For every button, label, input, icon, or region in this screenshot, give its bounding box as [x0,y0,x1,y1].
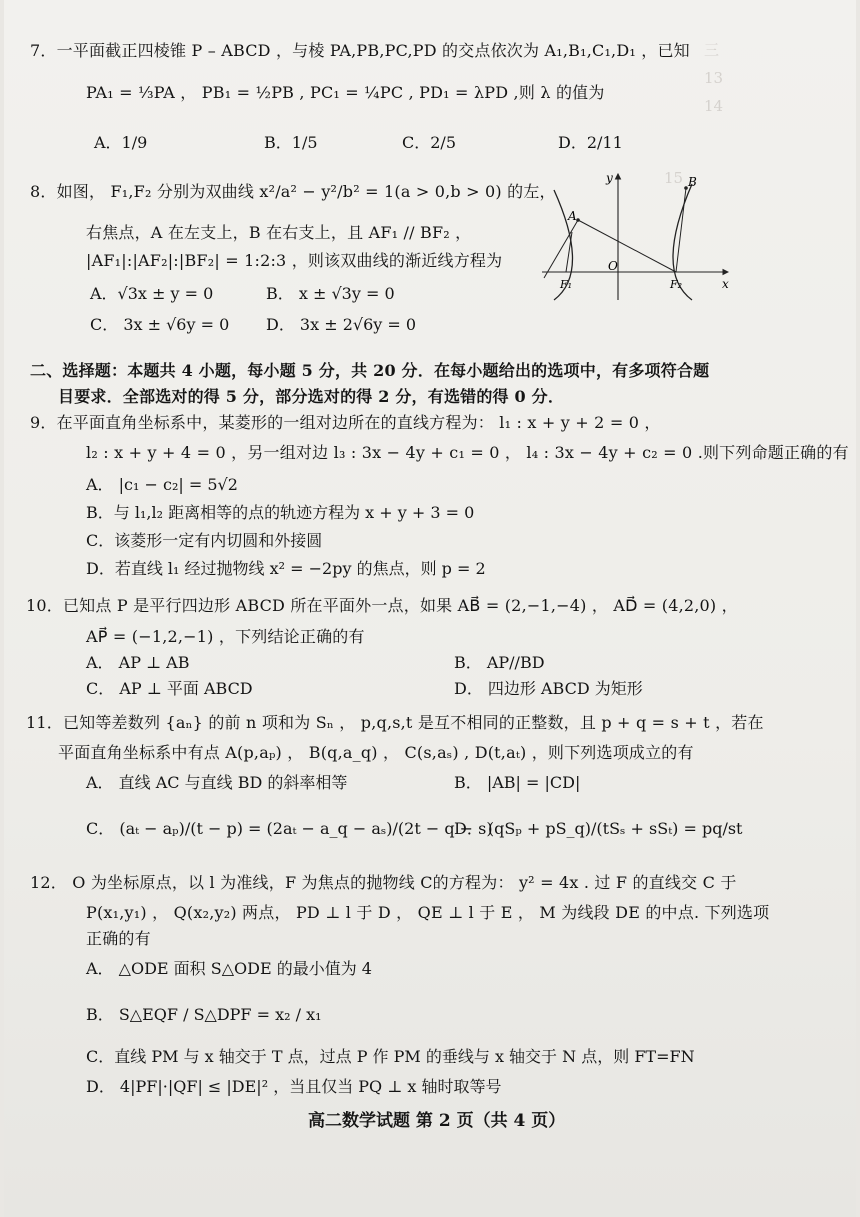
hyperbola-figure [536,170,736,305]
q8-option-b: B． x ± √3y = 0 [266,284,395,303]
label-f2: F₂ [670,278,683,291]
label-b: B [688,175,697,189]
q8-option-a: A．√3x ± y = 0 [90,284,214,303]
q7-option-c: C．2/5 [402,133,456,152]
q11-option-a: A． 直线 AC 与直线 BD 的斜率相等 [86,773,348,792]
q7-stem-line2: PA₁ = ⅓PA ， PB₁ = ½PB , PC₁ = ¼PC , PD₁ = λPD ,则 λ 的值为 [86,83,605,102]
label-f1: F₁ [560,278,573,291]
section2-heading-line1: 二、选择题：本题共 4 小题，每小题 5 分，共 20 分．在每小题给出的选项中，有多项符合题 [30,361,710,380]
q12-stem-line1: 12． O 为坐标原点，以 l 为准线，F 为焦点的抛物线 C的方程为： y² = 4x . 过 F 的直线交 C 于 [30,873,737,892]
label-o: O [608,259,618,273]
q9-option-d: D．若直线 l₁ 经过抛物线 x² = −2py 的焦点，则 p = 2 [86,559,486,578]
q8-option-d: D． 3x ± 2√6y = 0 [266,315,417,334]
bleed-through-text: 15 [664,169,684,187]
q10-option-d: D． 四边形 ABCD 为矩形 [454,679,643,698]
q7-option-b: B．1/5 [264,133,318,152]
q10-option-a: A． AP ⊥ AB [86,653,190,672]
page-footer: 高二数学试题 第 2 页（共 4 页） [308,1111,566,1131]
q12-stem-line2: P(x₁,y₁) ， Q(x₂,y₂) 两点， PD ⊥ l 于 D ， QE ⊥ l 于 E ， M 为线段 DE 的中点. 下列选项 [86,903,770,922]
line-bf2 [676,188,686,272]
q9-stem-line1: 9．在平面直角坐标系中，某菱形的一组对边所在的直线方程为： l₁ : x + y + 2 = 0 ， [30,413,661,432]
bleed-through-text: 14 [704,97,724,115]
point-a [576,218,580,222]
q11-stem-line1: 11．已知等差数列 {aₙ} 的前 n 项和为 Sₙ ， p,q,s,t 是互不相同的正整数，且 p + q = s + t ，若在 [26,713,764,732]
label-x: x [722,277,729,291]
bleed-through-text: 13 [704,69,724,87]
q8-option-c: C． 3x ± √6y = 0 [90,315,230,334]
label-y: y [606,171,613,185]
q7-option-d: D．2/11 [558,133,623,152]
exam-page [4,0,856,1217]
q9-option-a: A． |c₁ − c₂| = 5√2 [86,475,238,494]
q8-stem-line1: 8．如图， F₁,F₂ 分别为双曲线 x²/a² − y²/b² = 1(a > 0,b > 0) 的左， [30,182,556,201]
q10-option-c: C． AP ⊥ 平面 ABCD [86,679,253,698]
bleed-through-text: 三 [704,41,720,59]
q10-stem-line2: AP⃗ = (−1,2,−1) ，下列结论正确的有 [86,627,365,646]
q12-option-a: A． △ODE 面积 S△ODE 的最小值为 4 [86,959,372,978]
q11-stem-line2: 平面直角坐标系中有点 A(p,aₚ) ， B(q,a_q) ， C(s,aₛ) , D(t,aₜ) ，则下列选项成立的有 [58,743,694,762]
q12-stem-line3: 正确的有 [86,929,151,948]
q9-option-b: B．与 l₁,l₂ 距离相等的点的轨迹方程为 x + y + 3 = 0 [86,503,475,522]
q9-stem-line2: l₂ : x + y + 4 = 0 ，另一组对边 l₃ : 3x − 4y + c₁ = 0 ， l₄ : 3x − 4y + c₂ = 0 .则下列命题正确的有 [86,443,849,462]
q12-option-d: D． 4|PF|·|QF| ≤ |DE|² ，当且仅当 PQ ⊥ x 轴时取等号 [86,1077,502,1096]
q7-option-a: A．1/9 [94,133,148,152]
label-a: A [568,209,577,223]
q11-option-c: C． (aₜ − aₚ)/(t − p) = (2aₜ − a_q − aₛ)/(2t − q − s) [86,819,493,838]
q11-option-b: B． |AB| = |CD| [454,773,581,792]
section2-heading-line2: 目要求．全部选对的得 5 分，部分选对的得 2 分，有选错的得 0 分． [58,387,565,406]
q8-stem-line2: 右焦点，A 在左支上，B 在右支上，且 AF₁ // BF₂ ， [86,223,472,242]
q8-stem-line3: |AF₁|:|AF₂|:|BF₂| = 1:2:3 ，则该双曲线的渐近线方程为 [86,251,503,270]
line-af1 [544,220,578,278]
q11-option-d: D． (qSₚ + pS_q)/(tSₛ + sSₜ) = pq/st [454,819,743,838]
q7-stem-line1: 7．一平面截正四棱锥 P – ABCD ，与棱 PA,PB,PC,PD 的交点依次为 A₁,B₁,C₁,D₁ ，已知 [30,41,690,60]
line-af2 [578,220,676,272]
q12-option-c: C．直线 PM 与 x 轴交于 T 点，过点 P 作 PM 的垂线与 x 轴交于 N 点，则 FT=FN [86,1047,695,1066]
q9-option-c: C．该菱形一定有内切圆和外接圆 [86,531,323,550]
q10-stem-line1: 10．已知点 P 是平行四边形 ABCD 所在平面外一点，如果 AB⃗ = (2,−1,−4) ， AD⃗ = (4,2,0) ， [26,596,738,615]
q12-option-b: B． S△EQF / S△DPF = x₂ / x₁ [86,1005,322,1024]
q10-option-b: B． AP//BD [454,653,545,672]
